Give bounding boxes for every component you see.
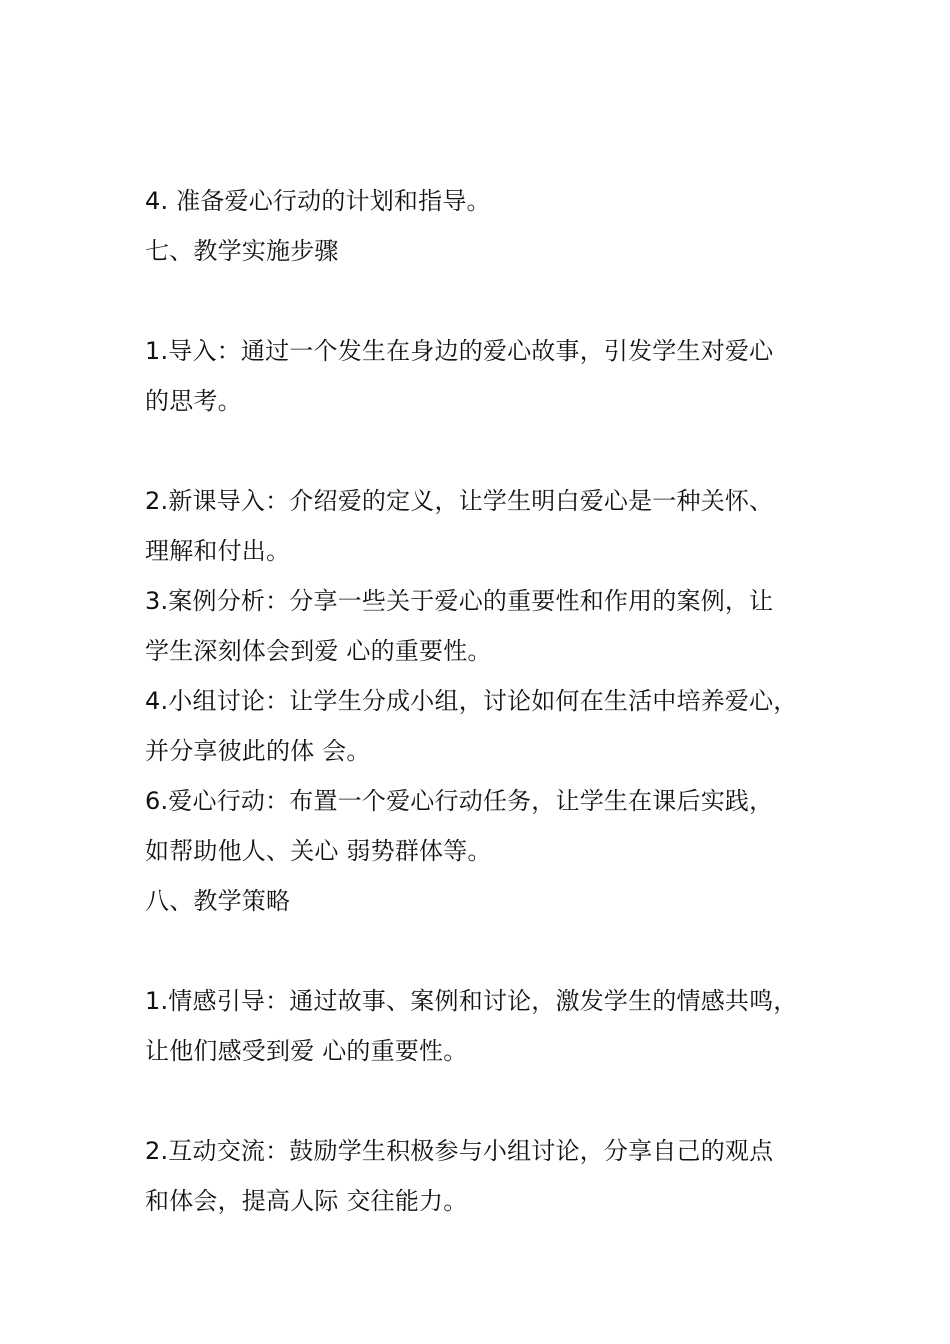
section-heading-teaching-steps: 七、教学实施步骤 <box>145 237 339 265</box>
step-group-discussion-line-1: 4.小组讨论：让学生分成小组，讨论如何在生活中培养爱心， <box>145 687 798 715</box>
list-item-prepare-plan: 4. 准备爱心行动的计划和指导。 <box>145 187 491 215</box>
step-new-lesson-line-1: 2.新课导入：介绍爱的定义，让学生明白爱心是一种关怀、 <box>145 487 774 515</box>
strategy-interaction-line-2: 和体会，提高人际 交往能力。 <box>145 1187 468 1215</box>
step-group-discussion-line-2: 并分享彼此的体 会。 <box>145 737 371 765</box>
step-introduction-line-2: 的思考。 <box>145 387 242 415</box>
step-case-analysis-line-1: 3.案例分析：分享一些关于爱心的重要性和作用的案例，让 <box>145 587 774 615</box>
step-new-lesson-line-2: 理解和付出。 <box>145 537 291 565</box>
step-introduction-line-1: 1.导入：通过一个发生在身边的爱心故事，引发学生对爱心 <box>145 337 774 365</box>
step-case-analysis-line-2: 学生深刻体会到爱 心的重要性。 <box>145 637 492 665</box>
strategy-emotional-line-2: 让他们感受到爱 心的重要性。 <box>145 1037 468 1065</box>
strategy-interaction-line-1: 2.互动交流：鼓励学生积极参与小组讨论，分享自己的观点 <box>145 1137 774 1165</box>
step-love-action-line-1: 6.爱心行动：布置一个爱心行动任务，让学生在课后实践， <box>145 787 774 815</box>
strategy-emotional-line-1: 1.情感引导：通过故事、案例和讨论，激发学生的情感共鸣， <box>145 987 798 1015</box>
section-heading-teaching-strategy: 八、教学策略 <box>145 887 291 915</box>
step-love-action-line-2: 如帮助他人、关心 弱势群体等。 <box>145 837 492 865</box>
